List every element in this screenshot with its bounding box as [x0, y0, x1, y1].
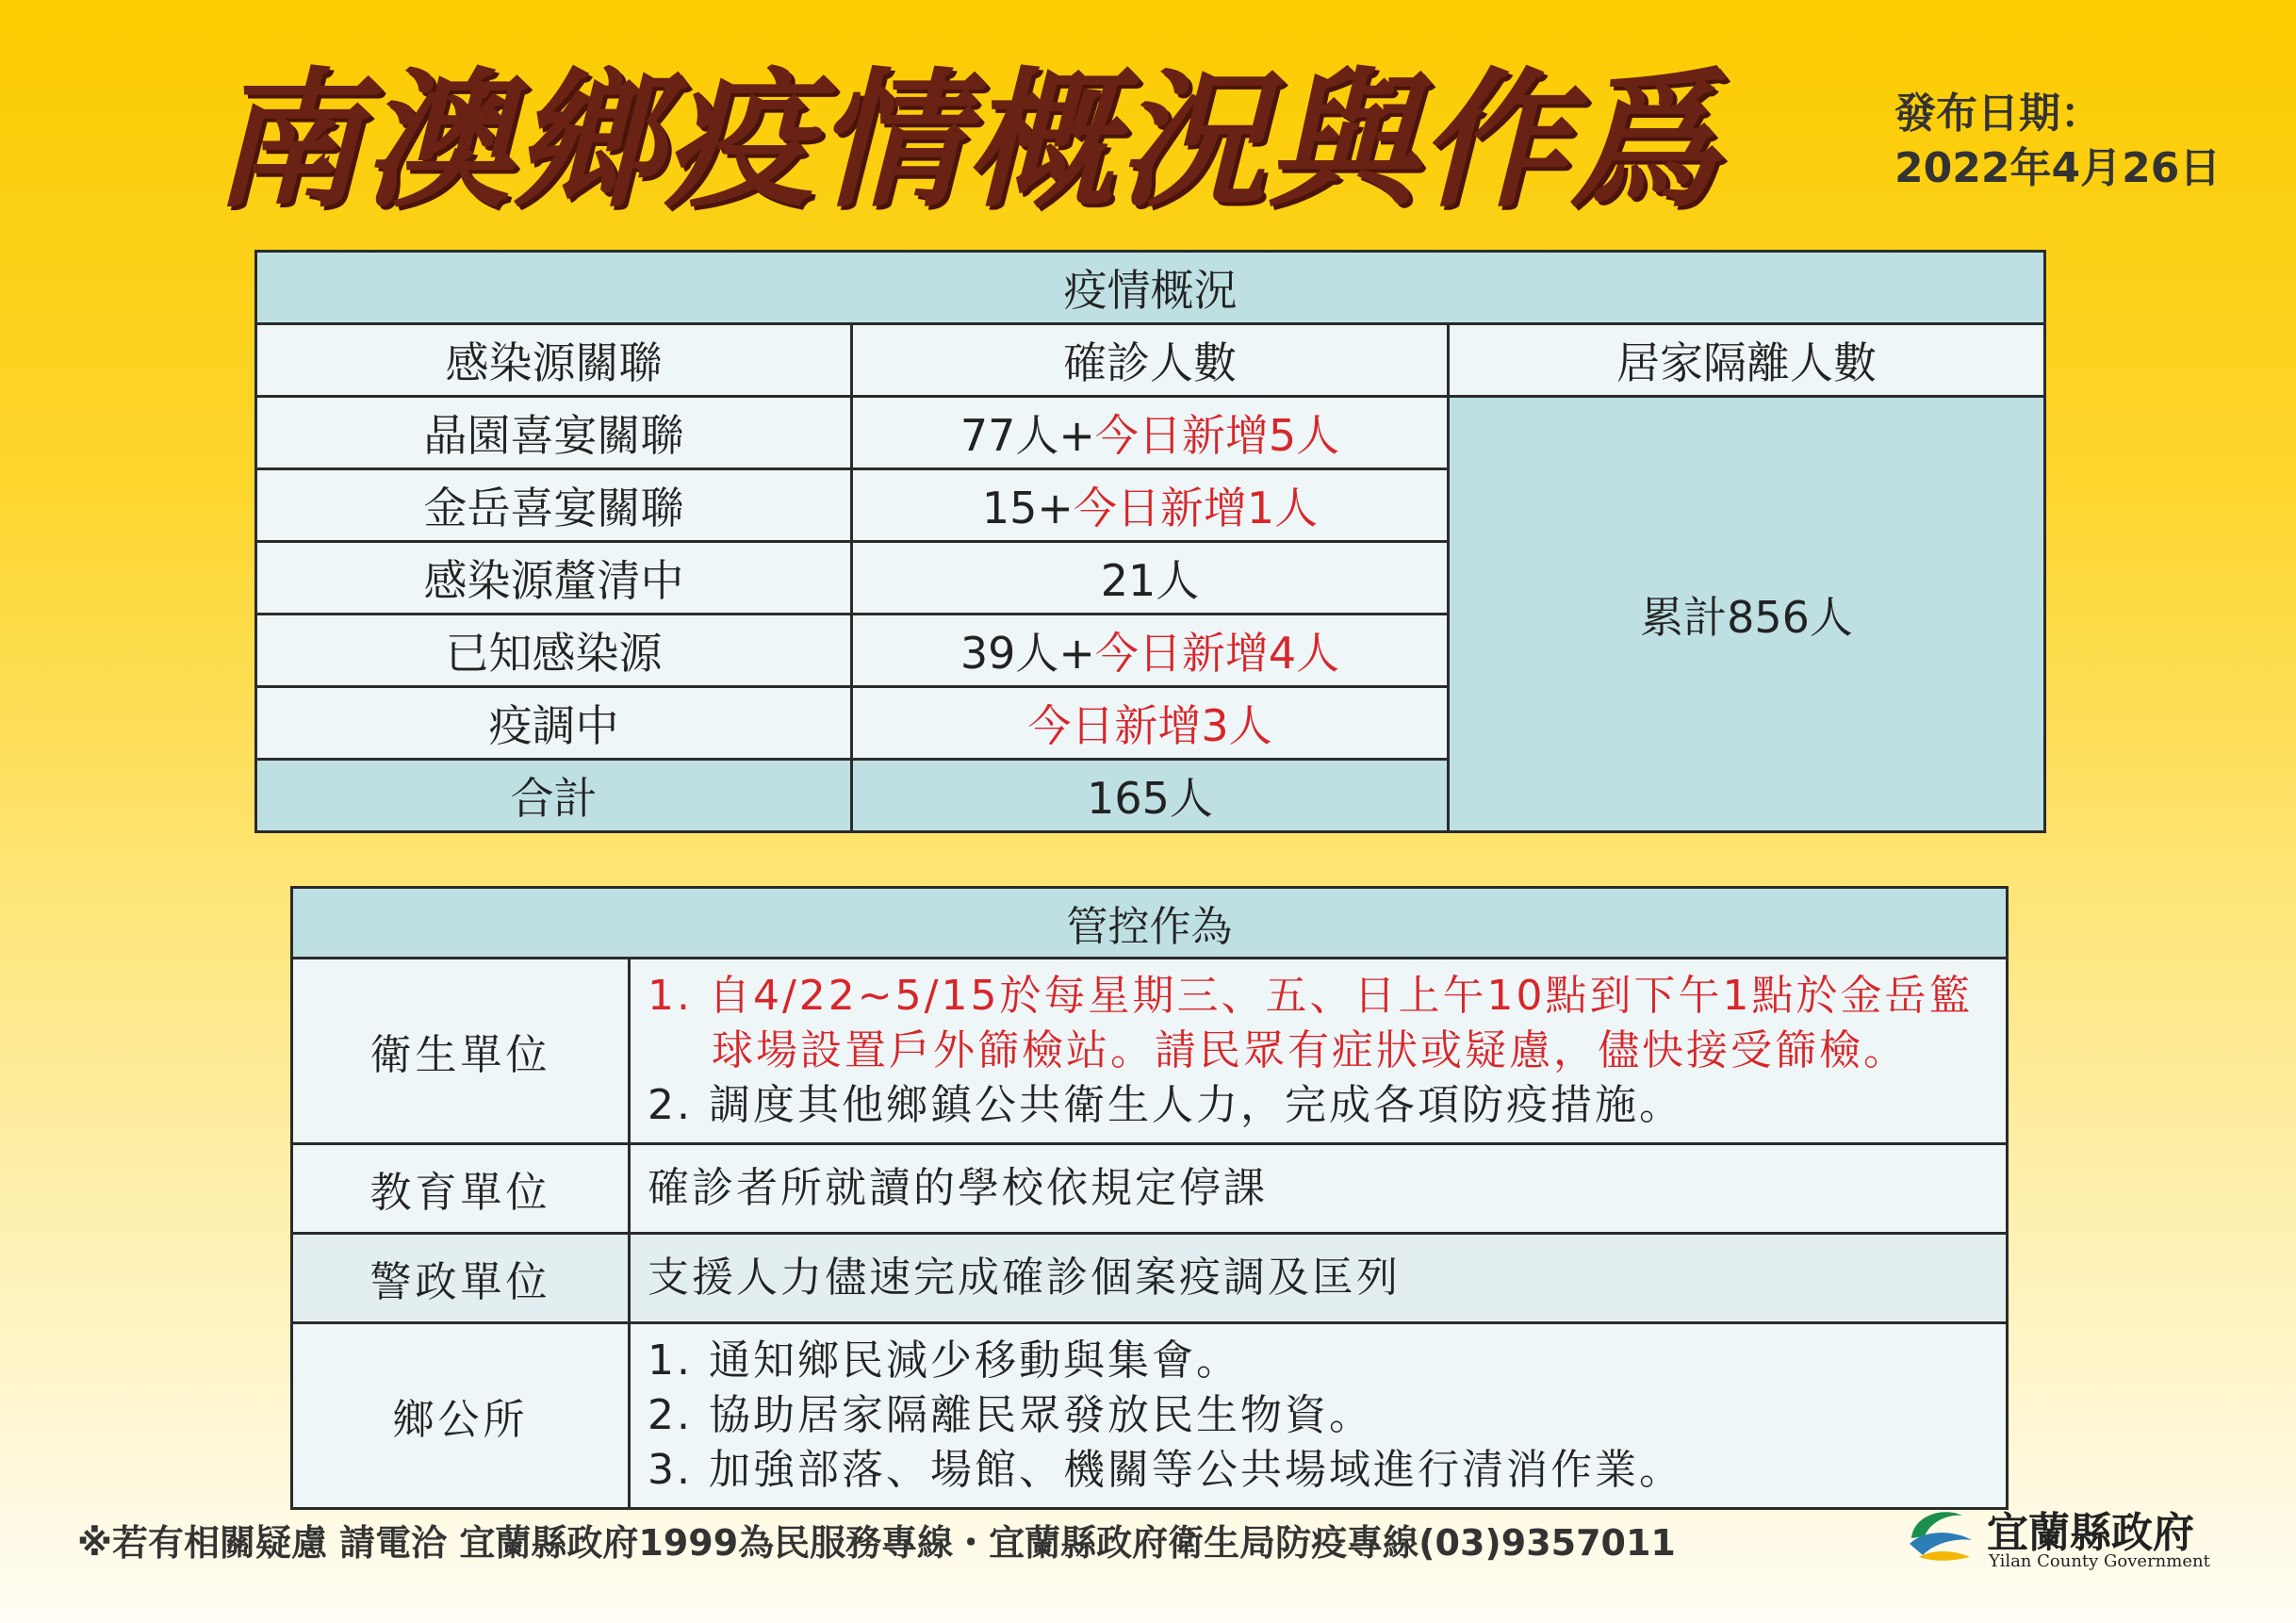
- table-row: [292, 1234, 2008, 1323]
- measure-content: 支援人力儘速完成確診個案疫調及匡列: [630, 1234, 2008, 1323]
- source-cell: 疫調中: [256, 687, 852, 760]
- count-cell: [852, 397, 1449, 469]
- yilan-logo: [1904, 1499, 2215, 1574]
- item-number: 1.: [648, 1336, 693, 1385]
- unit-label: 警政單位: [292, 1234, 630, 1323]
- new-cases: 今日新增1人: [1073, 483, 1319, 533]
- measure-content: [630, 1323, 2008, 1509]
- count-cell: [852, 615, 1449, 687]
- source-cell: 感染源釐清中: [256, 542, 852, 615]
- item-text: 加強部落、場館、機關等公共場域進行清消作業。: [708, 1446, 1683, 1494]
- list-item: [648, 1078, 1989, 1133]
- item-text-continued: 球場設置戶外篩檢站。請民眾有症狀或疑慮，儘快接受篩檢。: [712, 1026, 1908, 1074]
- table-row: [256, 397, 2045, 469]
- new-cases: 今日新增5人: [1094, 410, 1340, 461]
- footer-contact: ※若有相關疑慮 請電洽 宜蘭縣政府1999為民服務專線・宜蘭縣政府衛生局防疫專線(03)9357011: [77, 1522, 1676, 1564]
- item-number: 3.: [648, 1446, 693, 1494]
- publish-date: [1894, 87, 2221, 196]
- source-cell: 已知感染源: [256, 615, 852, 687]
- unit-label: 鄉公所: [292, 1323, 630, 1509]
- total-label: 合計: [256, 760, 852, 832]
- item-text: 調度其他鄉鎮公共衛生人力，完成各項防疫措施。: [708, 1081, 1683, 1129]
- measures-table: [290, 886, 2009, 1510]
- unit-label: 衛生單位: [292, 959, 630, 1144]
- count-cell: [852, 687, 1449, 760]
- page-title: 南澳鄉疫情概況與作爲: [212, 55, 1720, 228]
- status-table-heading: 疫情概況: [256, 252, 2045, 324]
- list-item: [648, 1334, 1989, 1388]
- item-text: 自4/22~5/15於每星期三、五、日上午10點到下午1點於金岳籃: [708, 972, 1974, 1020]
- unit-label: 教育單位: [292, 1144, 630, 1234]
- item-text: 通知鄉民減少移動與集會。: [708, 1336, 1240, 1385]
- quarantine-cell: 累計856人: [1449, 397, 2045, 832]
- col-header-confirmed: 確診人數: [852, 324, 1449, 397]
- list-item: [648, 969, 1989, 1078]
- item-number: 2.: [648, 1081, 693, 1129]
- item-text: 協助居家隔離民眾發放民生物資。: [708, 1391, 1373, 1439]
- publish-date-value: 2022年4月26日: [1894, 144, 2222, 192]
- measures-table-heading: 管控作為: [292, 888, 2008, 959]
- count-cell: [852, 469, 1449, 542]
- new-cases: 今日新增3人: [1027, 700, 1272, 751]
- count-cell: [852, 542, 1449, 615]
- total-value: 165人: [852, 760, 1449, 832]
- list-item: [648, 1443, 1989, 1498]
- count-value: 21人: [1100, 555, 1200, 606]
- table-row: [292, 1144, 2008, 1234]
- yilan-emblem-icon: [1904, 1502, 1979, 1568]
- status-table: [254, 250, 2046, 833]
- publish-date-label: 發布日期：: [1894, 90, 2102, 138]
- source-cell: 金岳喜宴關聯: [256, 469, 852, 542]
- table-row: [292, 959, 2008, 1144]
- table-row: [292, 1323, 2008, 1509]
- count-value: 39人+: [959, 628, 1095, 679]
- item-number: 1.: [648, 972, 693, 1020]
- item-number: 2.: [648, 1391, 693, 1439]
- measure-content: 確診者所就讀的學校依規定停課: [630, 1144, 2008, 1234]
- count-value: 15+: [981, 483, 1074, 533]
- logo-english-name: Yilan County Government: [1989, 1551, 2210, 1571]
- col-header-source: 感染源關聯: [256, 324, 852, 397]
- new-cases: 今日新增4人: [1094, 628, 1340, 679]
- list-item: [648, 1388, 1989, 1443]
- measure-content: [630, 959, 2008, 1144]
- logo-name: 宜蘭縣政府: [1987, 1509, 2194, 1557]
- source-cell: 晶園喜宴關聯: [256, 397, 852, 469]
- col-header-quarantine: 居家隔離人數: [1449, 324, 2045, 397]
- count-value: 77人+: [959, 410, 1095, 461]
